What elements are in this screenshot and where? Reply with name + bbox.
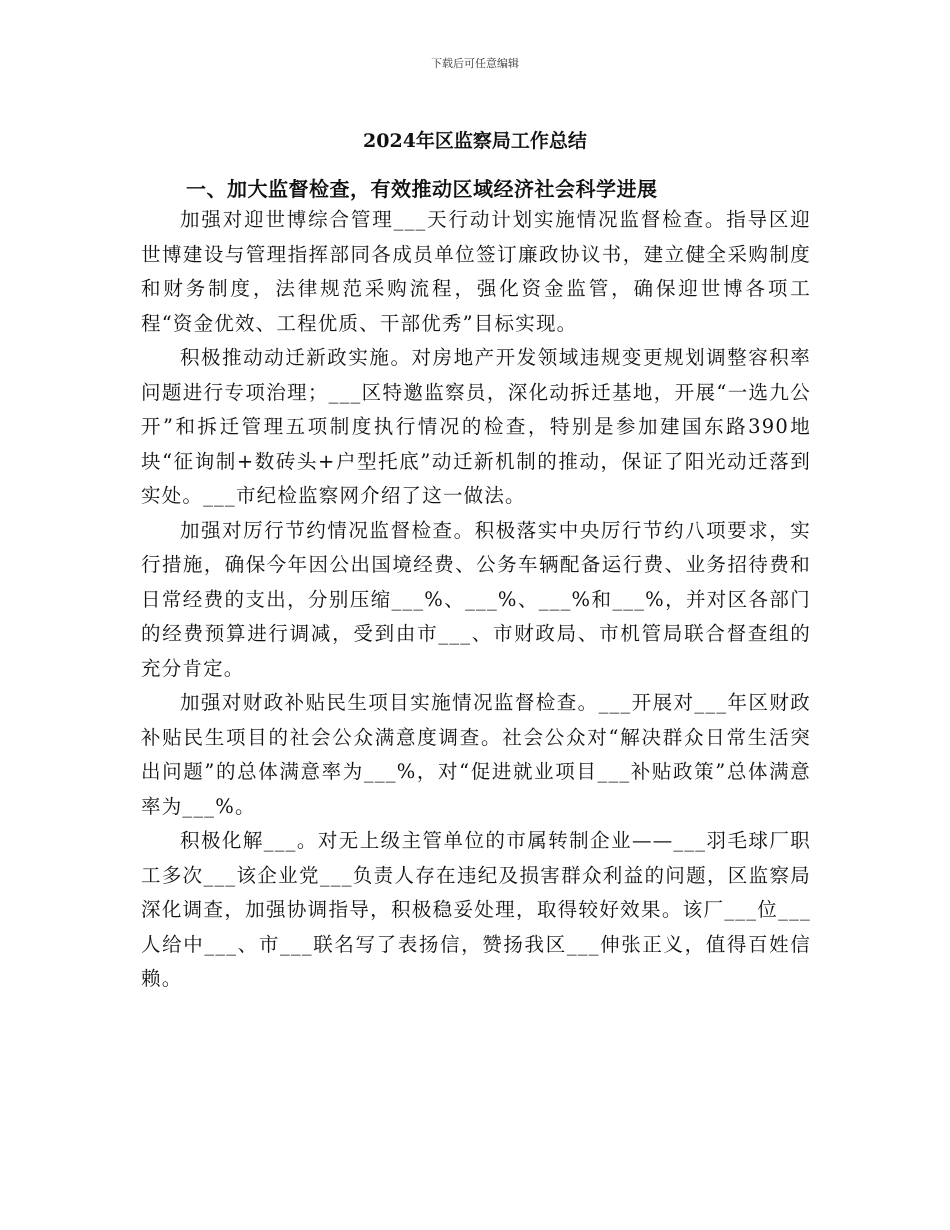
paragraph-frugality-check: 加强对厉行节约情况监督检查。积极落实中央厉行节约八项要求，实行措施，确保今年因公出国境经费、公务车辆配备运行费、业务招待费和日常经费的支出，分别压缩___%、___%、___%和___%，并对区各部门的经费预算进行调减，受到由市___、市财政局、市机管局联合督查组的充分肯定。 [141,518,811,680]
paragraph-relocation-policy: 积极推动动迁新政实施。对房地产开发领域违规变更规划调整容积率问题进行专项治理；___区特邀监察员，深化动拆迁基地，开展“一选九公开”和拆迁管理五项制度执行情况的检查，特别是参加建国东路390地块“征询制+数砖头+户型托底”动迁新机制的推动，保证了阳光动迁落到实处。___市纪检监察网介绍了这一做法。 [141,346,811,507]
section-heading: 一、加大监督检查，有效推动区域经济社会科学进展 [186,177,658,201]
paragraph-livelihood-subsidy: 加强对财政补贴民生项目实施情况监督检查。___开展对___年区财政补贴民生项目的社会公众满意度调查。社会公众对“解决群众日常生活突出问题”的总体满意率为___%，对“促进就业项目___补贴政策”总体满意率为___%。 [141,691,811,818]
document-title: 2024年区监察局工作总结 [363,130,587,152]
paragraph-dispute-resolution: 积极化解___。对无上级主管单位的市属转制企业——___羽毛球厂职工多次___该企业党___负责人存在违纪及损害群众利益的问题，区监察局深化调查，加强协调指导，积极稳妥处理，取得较好效果。该厂___位___人给中___、市___联名写了表扬信，赞扬我区___伸张正义，值得百姓信赖。 [141,829,811,990]
paragraph-expo-supervision: 加强对迎世博综合管理___天行动计划实施情况监督检查。指导区迎世博建设与管理指挥部同各成员单位签订廉政协议书，建立健全采购制度和财务制度，法律规范采购流程，强化资金监管，确保迎世博各项工程“资金优效、工程优质、干部优秀”目标实现。 [141,208,811,335]
body-text [141,203,811,997]
header-note: 下载后可任意编辑 [431,57,519,70]
